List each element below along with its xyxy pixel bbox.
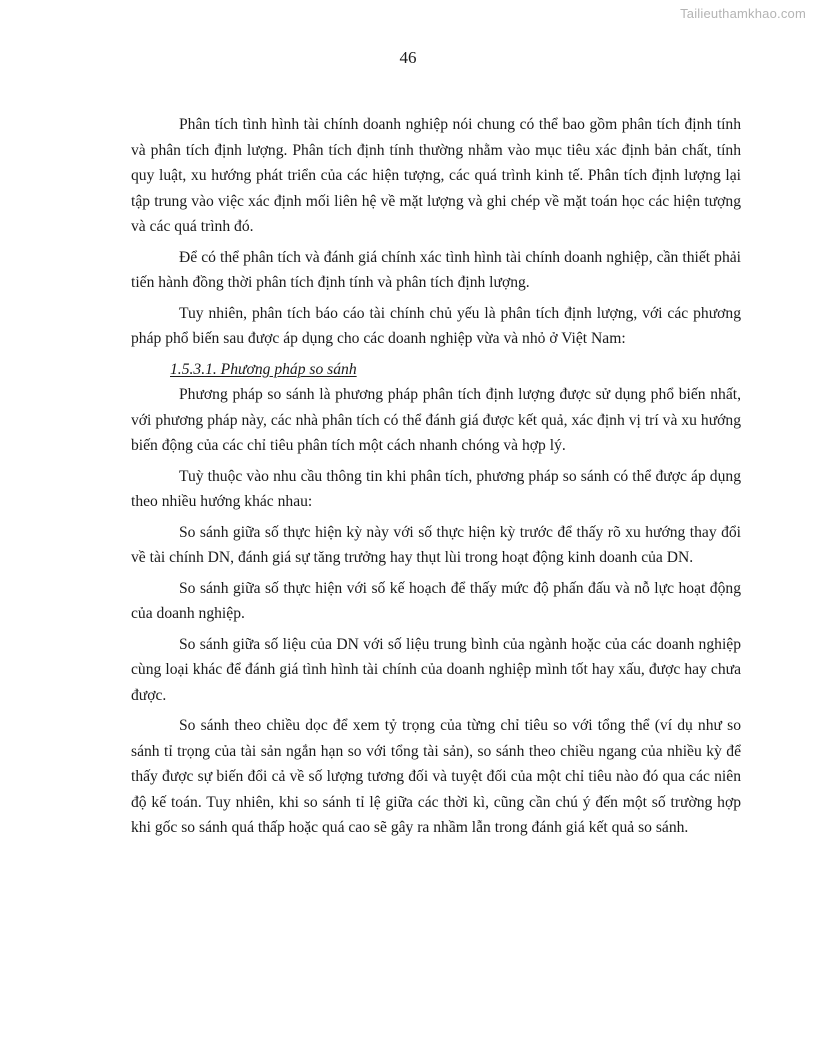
document-body [131,112,741,846]
paragraph-intro-1: Phân tích tình hình tài chính doanh nghiệp nói chung có thể bao gồm phân tích định tính và phân tích định lượng. Phân tích định tính thường nhằm vào mục tiêu xác định bản chất, tính quy luật, xu hướng phát triển của các hiện tượng, các quá trình kinh tế. Phân tích định lượng lại tập trung vào việc xác định mối liên hệ về mặt lượng và ghi chép về mặt toán học các hiện tượng và các quá trình đó. [131,116,741,235]
paragraph-intro-3: Tuy nhiên, phân tích báo cáo tài chính chủ yếu là phân tích định lượng, với các phương pháp phổ biến sau được áp dụng cho các doanh nghiệp vừa và nhỏ ở Việt Nam: [131,304,741,347]
paragraph-section-2: Tuỳ thuộc vào nhu cầu thông tin khi phân tích, phương pháp so sánh có thể được áp dụng theo nhiều hướng khác nhau: [131,467,741,510]
section-heading: 1.5.3.1. Phương pháp so sánh [170,360,357,378]
paragraph-section-3: So sánh giữa số thực hiện kỳ này với số thực hiện kỳ trước để thấy rõ xu hướng thay đổi về tài chính DN, đánh giá sự tăng trưởng hay thụt lùi trong hoạt động kinh doanh của DN. [131,523,741,566]
paragraph-section-4: So sánh giữa số thực hiện với số kế hoạch để thấy mức độ phấn đấu và nỗ lực hoạt động của doanh nghiệp. [131,579,741,622]
paragraph-section-1: Phương pháp so sánh là phương pháp phân tích định lượng được sử dụng phổ biến nhất, với phương pháp này, các nhà phân tích có thể đánh giá được kết quả, xác định vị trí và xu hướng biến động của các chỉ tiêu phân tích một cách nhanh chóng và hợp lý. [131,386,741,454]
page-number: 46 [399,48,417,67]
paragraph-intro-2: Để có thể phân tích và đánh giá chính xác tình hình tài chính doanh nghiệp, cần thiết phải tiến hành đồng thời phân tích định tính và phân tích định lượng. [131,248,741,291]
watermark: Tailieuthamkhao.com [680,6,806,21]
paragraph-section-6: So sánh theo chiều dọc để xem tỷ trọng của từng chỉ tiêu so với tổng thể (ví dụ như so sánh tỉ trọng của tài sản ngắn hạn so với tổng tài sản), so sánh theo chiều ngang của nhiều kỳ để thấy được sự biến đổi cả về số lượng tương đối và tuyệt đối của một chỉ tiêu nào đó qua các niên độ kế toán. Tuy nhiên, khi so sánh tỉ lệ giữa các thời kì, cũng cần chú ý đến một số trường hợp khi gốc so sánh quá thấp hoặc quá cao sẽ gây ra nhầm lẫn trong đánh giá kết quả so sánh. [131,717,741,836]
paragraph-section-5: So sánh giữa số liệu của DN với số liệu trung bình của ngành hoặc của các doanh nghiệp cùng loại khác để đánh giá tình hình tài chính của doanh nghiệp mình tốt hay xấu, được hay chưa được. [131,635,741,704]
